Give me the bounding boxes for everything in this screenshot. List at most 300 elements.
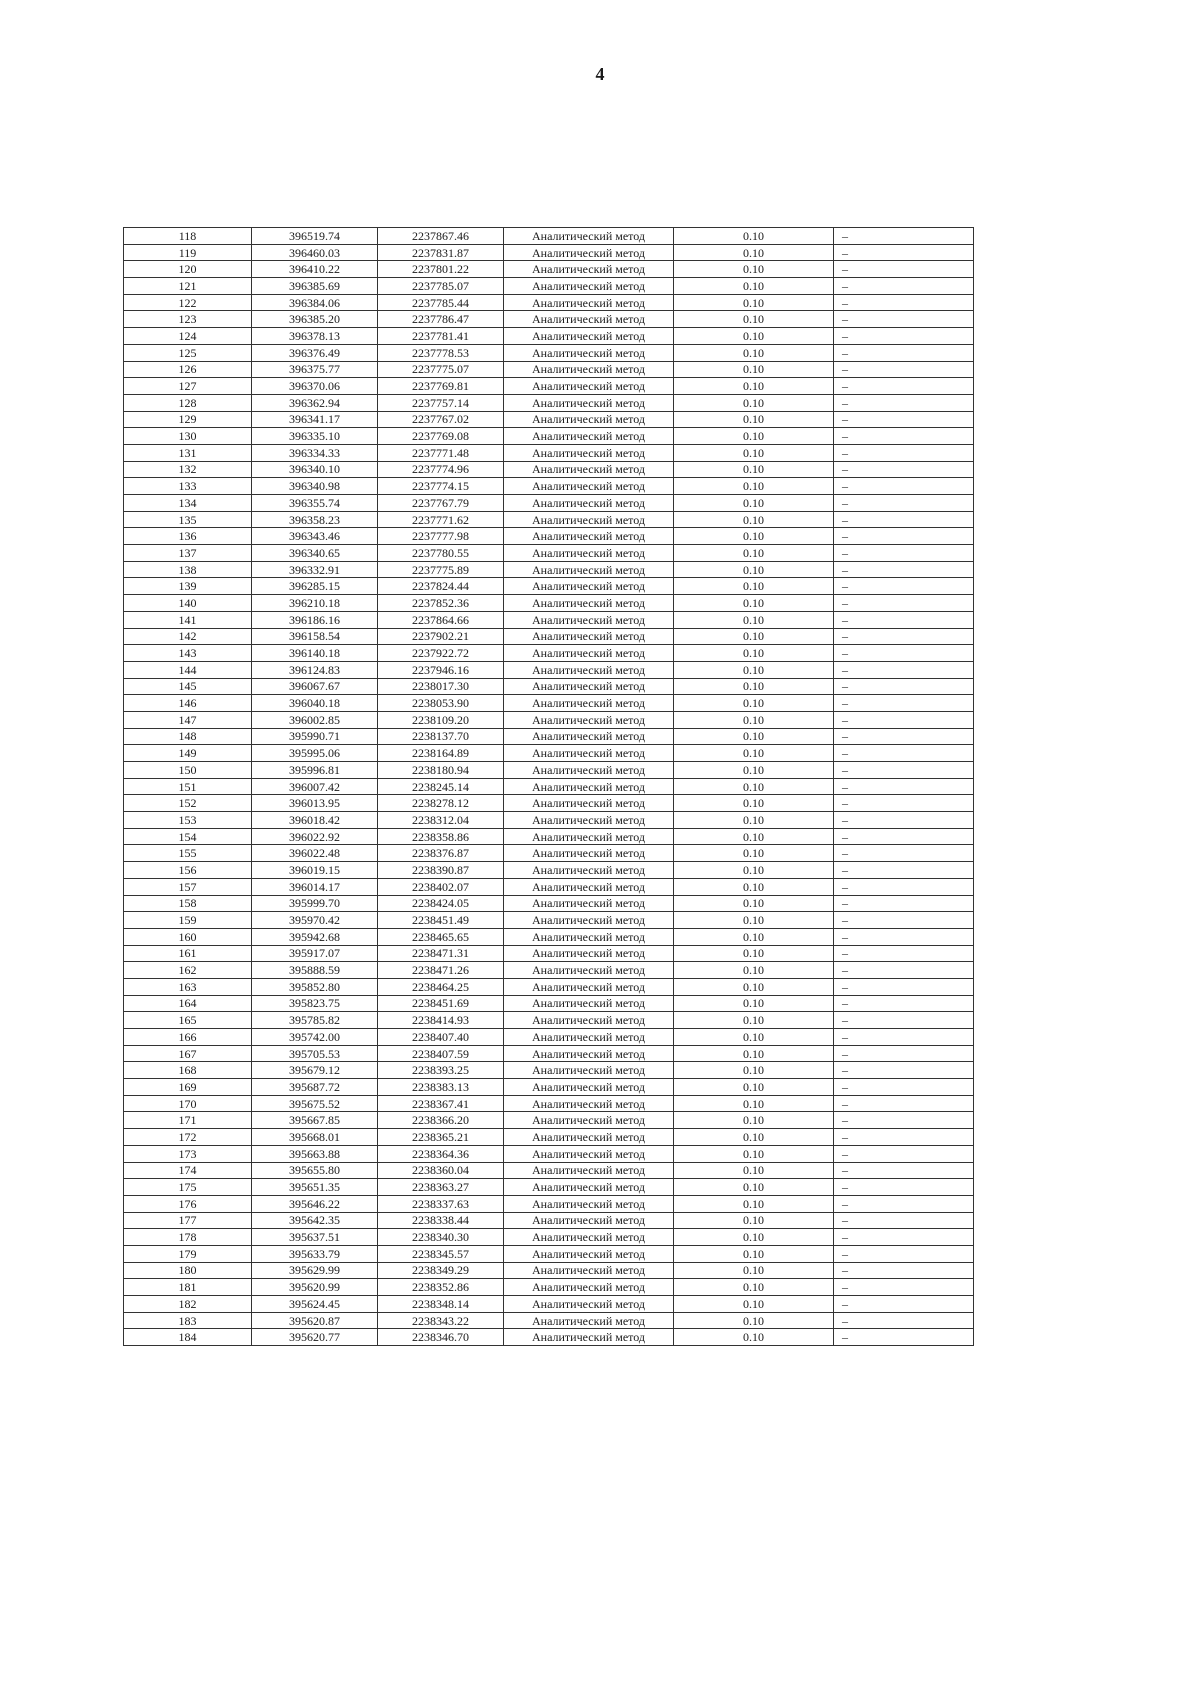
y-coordinate-cell: 2237801.22 bbox=[378, 261, 504, 278]
coordinates-table-body bbox=[124, 228, 974, 1346]
point-number-cell: 168 bbox=[124, 1062, 252, 1079]
x-coordinate-cell: 395917.07 bbox=[252, 945, 378, 962]
x-coordinate-cell: 396067.67 bbox=[252, 678, 378, 695]
point-number-cell: 118 bbox=[124, 228, 252, 245]
table-row bbox=[124, 444, 974, 461]
table-row bbox=[124, 394, 974, 411]
method-cell: Аналитический метод bbox=[504, 978, 674, 995]
table-row bbox=[124, 511, 974, 528]
accuracy-cell: 0.10 bbox=[674, 278, 834, 295]
x-coordinate-cell: 396334.33 bbox=[252, 444, 378, 461]
x-coordinate-cell: 395620.99 bbox=[252, 1279, 378, 1296]
x-coordinate-cell: 396385.20 bbox=[252, 311, 378, 328]
method-cell: Аналитический метод bbox=[504, 511, 674, 528]
note-cell: – bbox=[834, 1095, 974, 1112]
y-coordinate-cell: 2237902.21 bbox=[378, 628, 504, 645]
x-coordinate-cell: 396040.18 bbox=[252, 695, 378, 712]
table-row bbox=[124, 845, 974, 862]
point-number-cell: 158 bbox=[124, 895, 252, 912]
note-cell: – bbox=[834, 978, 974, 995]
accuracy-cell: 0.10 bbox=[674, 1245, 834, 1262]
point-number-cell: 152 bbox=[124, 795, 252, 812]
point-number-cell: 120 bbox=[124, 261, 252, 278]
point-number-cell: 169 bbox=[124, 1079, 252, 1096]
y-coordinate-cell: 2238137.70 bbox=[378, 728, 504, 745]
note-cell: – bbox=[834, 495, 974, 512]
table-row bbox=[124, 945, 974, 962]
accuracy-cell: 0.10 bbox=[674, 1195, 834, 1212]
note-cell: – bbox=[834, 795, 974, 812]
note-cell: – bbox=[834, 995, 974, 1012]
method-cell: Аналитический метод bbox=[504, 1229, 674, 1246]
method-cell: Аналитический метод bbox=[504, 1312, 674, 1329]
accuracy-cell: 0.10 bbox=[674, 294, 834, 311]
x-coordinate-cell: 395624.45 bbox=[252, 1296, 378, 1313]
point-number-cell: 167 bbox=[124, 1045, 252, 1062]
method-cell: Аналитический метод bbox=[504, 378, 674, 395]
point-number-cell: 177 bbox=[124, 1212, 252, 1229]
method-cell: Аналитический метод bbox=[504, 528, 674, 545]
note-cell: – bbox=[834, 261, 974, 278]
x-coordinate-cell: 395970.42 bbox=[252, 912, 378, 929]
table-row bbox=[124, 661, 974, 678]
method-cell: Аналитический метод bbox=[504, 461, 674, 478]
table-row bbox=[124, 645, 974, 662]
method-cell: Аналитический метод bbox=[504, 411, 674, 428]
note-cell: – bbox=[834, 1245, 974, 1262]
y-coordinate-cell: 2238345.57 bbox=[378, 1245, 504, 1262]
point-number-cell: 135 bbox=[124, 511, 252, 528]
point-number-cell: 159 bbox=[124, 912, 252, 929]
method-cell: Аналитический метод bbox=[504, 778, 674, 795]
x-coordinate-cell: 396370.06 bbox=[252, 378, 378, 395]
accuracy-cell: 0.10 bbox=[674, 1062, 834, 1079]
method-cell: Аналитический метод bbox=[504, 361, 674, 378]
note-cell: – bbox=[834, 378, 974, 395]
table-row bbox=[124, 1029, 974, 1046]
x-coordinate-cell: 395995.06 bbox=[252, 745, 378, 762]
accuracy-cell: 0.10 bbox=[674, 695, 834, 712]
y-coordinate-cell: 2237824.44 bbox=[378, 578, 504, 595]
accuracy-cell: 0.10 bbox=[674, 461, 834, 478]
accuracy-cell: 0.10 bbox=[674, 745, 834, 762]
point-number-cell: 137 bbox=[124, 545, 252, 562]
point-number-cell: 127 bbox=[124, 378, 252, 395]
table-row bbox=[124, 411, 974, 428]
y-coordinate-cell: 2238367.41 bbox=[378, 1095, 504, 1112]
y-coordinate-cell: 2238245.14 bbox=[378, 778, 504, 795]
note-cell: – bbox=[834, 1112, 974, 1129]
accuracy-cell: 0.10 bbox=[674, 762, 834, 779]
accuracy-cell: 0.10 bbox=[674, 1112, 834, 1129]
table-row bbox=[124, 728, 974, 745]
x-coordinate-cell: 396158.54 bbox=[252, 628, 378, 645]
method-cell: Аналитический метод bbox=[504, 661, 674, 678]
accuracy-cell: 0.10 bbox=[674, 1129, 834, 1146]
coordinates-table bbox=[123, 227, 974, 1346]
y-coordinate-cell: 2238358.86 bbox=[378, 828, 504, 845]
accuracy-cell: 0.10 bbox=[674, 1079, 834, 1096]
y-coordinate-cell: 2238471.31 bbox=[378, 945, 504, 962]
x-coordinate-cell: 395675.52 bbox=[252, 1095, 378, 1112]
y-coordinate-cell: 2238352.86 bbox=[378, 1279, 504, 1296]
y-coordinate-cell: 2237771.48 bbox=[378, 444, 504, 461]
note-cell: – bbox=[834, 545, 974, 562]
method-cell: Аналитический метод bbox=[504, 428, 674, 445]
table-row bbox=[124, 461, 974, 478]
table-row bbox=[124, 278, 974, 295]
accuracy-cell: 0.10 bbox=[674, 378, 834, 395]
method-cell: Аналитический метод bbox=[504, 1095, 674, 1112]
accuracy-cell: 0.10 bbox=[674, 411, 834, 428]
y-coordinate-cell: 2238017.30 bbox=[378, 678, 504, 695]
point-number-cell: 165 bbox=[124, 1012, 252, 1029]
method-cell: Аналитический метод bbox=[504, 862, 674, 879]
method-cell: Аналитический метод bbox=[504, 1029, 674, 1046]
point-number-cell: 147 bbox=[124, 711, 252, 728]
table-row bbox=[124, 328, 974, 345]
accuracy-cell: 0.10 bbox=[674, 428, 834, 445]
y-coordinate-cell: 2238312.04 bbox=[378, 812, 504, 829]
x-coordinate-cell: 396007.42 bbox=[252, 778, 378, 795]
method-cell: Аналитический метод bbox=[504, 545, 674, 562]
point-number-cell: 124 bbox=[124, 328, 252, 345]
point-number-cell: 142 bbox=[124, 628, 252, 645]
x-coordinate-cell: 395705.53 bbox=[252, 1045, 378, 1062]
note-cell: – bbox=[834, 661, 974, 678]
table-row bbox=[124, 495, 974, 512]
point-number-cell: 139 bbox=[124, 578, 252, 595]
point-number-cell: 131 bbox=[124, 444, 252, 461]
method-cell: Аналитический метод bbox=[504, 578, 674, 595]
accuracy-cell: 0.10 bbox=[674, 778, 834, 795]
table-row bbox=[124, 1312, 974, 1329]
x-coordinate-cell: 395999.70 bbox=[252, 895, 378, 912]
point-number-cell: 166 bbox=[124, 1029, 252, 1046]
x-coordinate-cell: 396285.15 bbox=[252, 578, 378, 595]
accuracy-cell: 0.10 bbox=[674, 228, 834, 245]
x-coordinate-cell: 396519.74 bbox=[252, 228, 378, 245]
table-row bbox=[124, 528, 974, 545]
table-row bbox=[124, 311, 974, 328]
x-coordinate-cell: 396378.13 bbox=[252, 328, 378, 345]
accuracy-cell: 0.10 bbox=[674, 611, 834, 628]
y-coordinate-cell: 2238337.63 bbox=[378, 1195, 504, 1212]
y-coordinate-cell: 2238376.87 bbox=[378, 845, 504, 862]
accuracy-cell: 0.10 bbox=[674, 1029, 834, 1046]
table-row bbox=[124, 478, 974, 495]
accuracy-cell: 0.10 bbox=[674, 828, 834, 845]
method-cell: Аналитический метод bbox=[504, 1145, 674, 1162]
note-cell: – bbox=[834, 812, 974, 829]
accuracy-cell: 0.10 bbox=[674, 478, 834, 495]
x-coordinate-cell: 395852.80 bbox=[252, 978, 378, 995]
note-cell: – bbox=[834, 578, 974, 595]
y-coordinate-cell: 2238471.26 bbox=[378, 962, 504, 979]
table-row bbox=[124, 1129, 974, 1146]
x-coordinate-cell: 396018.42 bbox=[252, 812, 378, 829]
method-cell: Аналитический метод bbox=[504, 244, 674, 261]
method-cell: Аналитический метод bbox=[504, 812, 674, 829]
point-number-cell: 161 bbox=[124, 945, 252, 962]
point-number-cell: 133 bbox=[124, 478, 252, 495]
table-row bbox=[124, 878, 974, 895]
y-coordinate-cell: 2238366.20 bbox=[378, 1112, 504, 1129]
x-coordinate-cell: 395668.01 bbox=[252, 1129, 378, 1146]
method-cell: Аналитический метод bbox=[504, 1262, 674, 1279]
note-cell: – bbox=[834, 1212, 974, 1229]
table-row bbox=[124, 228, 974, 245]
note-cell: – bbox=[834, 1195, 974, 1212]
point-number-cell: 183 bbox=[124, 1312, 252, 1329]
table-row bbox=[124, 745, 974, 762]
note-cell: – bbox=[834, 1279, 974, 1296]
note-cell: – bbox=[834, 1262, 974, 1279]
accuracy-cell: 0.10 bbox=[674, 1012, 834, 1029]
table-row bbox=[124, 1229, 974, 1246]
x-coordinate-cell: 395663.88 bbox=[252, 1145, 378, 1162]
x-coordinate-cell: 396376.49 bbox=[252, 344, 378, 361]
page-number: 4 bbox=[595, 64, 605, 84]
table-row bbox=[124, 561, 974, 578]
table-row bbox=[124, 1012, 974, 1029]
point-number-cell: 173 bbox=[124, 1145, 252, 1162]
note-cell: – bbox=[834, 328, 974, 345]
point-number-cell: 128 bbox=[124, 394, 252, 411]
accuracy-cell: 0.10 bbox=[674, 645, 834, 662]
method-cell: Аналитический метод bbox=[504, 294, 674, 311]
method-cell: Аналитический метод bbox=[504, 1245, 674, 1262]
table-row bbox=[124, 428, 974, 445]
method-cell: Аналитический метод bbox=[504, 1329, 674, 1346]
note-cell: – bbox=[834, 311, 974, 328]
note-cell: – bbox=[834, 1079, 974, 1096]
x-coordinate-cell: 396410.22 bbox=[252, 261, 378, 278]
note-cell: – bbox=[834, 895, 974, 912]
method-cell: Аналитический метод bbox=[504, 1012, 674, 1029]
y-coordinate-cell: 2237867.46 bbox=[378, 228, 504, 245]
note-cell: – bbox=[834, 1145, 974, 1162]
x-coordinate-cell: 395990.71 bbox=[252, 728, 378, 745]
accuracy-cell: 0.10 bbox=[674, 444, 834, 461]
point-number-cell: 144 bbox=[124, 661, 252, 678]
table-row bbox=[124, 261, 974, 278]
y-coordinate-cell: 2238278.12 bbox=[378, 795, 504, 812]
point-number-cell: 170 bbox=[124, 1095, 252, 1112]
note-cell: – bbox=[834, 745, 974, 762]
x-coordinate-cell: 396362.94 bbox=[252, 394, 378, 411]
table-row bbox=[124, 995, 974, 1012]
point-number-cell: 140 bbox=[124, 595, 252, 612]
table-row bbox=[124, 1329, 974, 1346]
x-coordinate-cell: 396340.10 bbox=[252, 461, 378, 478]
x-coordinate-cell: 395633.79 bbox=[252, 1245, 378, 1262]
method-cell: Аналитический метод bbox=[504, 1279, 674, 1296]
table-row bbox=[124, 962, 974, 979]
note-cell: – bbox=[834, 528, 974, 545]
note-cell: – bbox=[834, 862, 974, 879]
y-coordinate-cell: 2237769.08 bbox=[378, 428, 504, 445]
point-number-cell: 163 bbox=[124, 978, 252, 995]
method-cell: Аналитический метод bbox=[504, 628, 674, 645]
x-coordinate-cell: 396355.74 bbox=[252, 495, 378, 512]
point-number-cell: 141 bbox=[124, 611, 252, 628]
table-row bbox=[124, 1212, 974, 1229]
x-coordinate-cell: 395651.35 bbox=[252, 1179, 378, 1196]
note-cell: – bbox=[834, 561, 974, 578]
x-coordinate-cell: 396340.98 bbox=[252, 478, 378, 495]
point-number-cell: 160 bbox=[124, 928, 252, 945]
x-coordinate-cell: 395642.35 bbox=[252, 1212, 378, 1229]
point-number-cell: 121 bbox=[124, 278, 252, 295]
y-coordinate-cell: 2238164.89 bbox=[378, 745, 504, 762]
note-cell: – bbox=[834, 461, 974, 478]
y-coordinate-cell: 2237831.87 bbox=[378, 244, 504, 261]
accuracy-cell: 0.10 bbox=[674, 945, 834, 962]
note-cell: – bbox=[834, 678, 974, 695]
x-coordinate-cell: 396341.17 bbox=[252, 411, 378, 428]
x-coordinate-cell: 396002.85 bbox=[252, 711, 378, 728]
y-coordinate-cell: 2238343.22 bbox=[378, 1312, 504, 1329]
accuracy-cell: 0.10 bbox=[674, 845, 834, 862]
point-number-cell: 174 bbox=[124, 1162, 252, 1179]
x-coordinate-cell: 396384.06 bbox=[252, 294, 378, 311]
table-row bbox=[124, 545, 974, 562]
table-row bbox=[124, 294, 974, 311]
method-cell: Аналитический метод bbox=[504, 678, 674, 695]
y-coordinate-cell: 2237769.81 bbox=[378, 378, 504, 395]
method-cell: Аналитический метод bbox=[504, 695, 674, 712]
table-row bbox=[124, 1079, 974, 1096]
method-cell: Аналитический метод bbox=[504, 1179, 674, 1196]
method-cell: Аналитический метод bbox=[504, 611, 674, 628]
accuracy-cell: 0.10 bbox=[674, 1279, 834, 1296]
method-cell: Аналитический метод bbox=[504, 945, 674, 962]
note-cell: – bbox=[834, 845, 974, 862]
method-cell: Аналитический метод bbox=[504, 1212, 674, 1229]
note-cell: – bbox=[834, 645, 974, 662]
point-number-cell: 164 bbox=[124, 995, 252, 1012]
note-cell: – bbox=[834, 695, 974, 712]
y-coordinate-cell: 2238464.25 bbox=[378, 978, 504, 995]
method-cell: Аналитический метод bbox=[504, 762, 674, 779]
note-cell: – bbox=[834, 728, 974, 745]
accuracy-cell: 0.10 bbox=[674, 1162, 834, 1179]
table-row bbox=[124, 1195, 974, 1212]
point-number-cell: 154 bbox=[124, 828, 252, 845]
x-coordinate-cell: 396340.65 bbox=[252, 545, 378, 562]
accuracy-cell: 0.10 bbox=[674, 394, 834, 411]
table-row bbox=[124, 812, 974, 829]
table-row bbox=[124, 1179, 974, 1196]
x-coordinate-cell: 396460.03 bbox=[252, 244, 378, 261]
y-coordinate-cell: 2238338.44 bbox=[378, 1212, 504, 1229]
note-cell: – bbox=[834, 428, 974, 445]
y-coordinate-cell: 2238451.69 bbox=[378, 995, 504, 1012]
table-row bbox=[124, 762, 974, 779]
accuracy-cell: 0.10 bbox=[674, 661, 834, 678]
method-cell: Аналитический метод bbox=[504, 1079, 674, 1096]
method-cell: Аналитический метод bbox=[504, 795, 674, 812]
x-coordinate-cell: 396014.17 bbox=[252, 878, 378, 895]
method-cell: Аналитический метод bbox=[504, 394, 674, 411]
x-coordinate-cell: 396335.10 bbox=[252, 428, 378, 445]
note-cell: – bbox=[834, 1296, 974, 1313]
accuracy-cell: 0.10 bbox=[674, 962, 834, 979]
point-number-cell: 126 bbox=[124, 361, 252, 378]
point-number-cell: 155 bbox=[124, 845, 252, 862]
x-coordinate-cell: 396124.83 bbox=[252, 661, 378, 678]
accuracy-cell: 0.10 bbox=[674, 1329, 834, 1346]
y-coordinate-cell: 2238180.94 bbox=[378, 762, 504, 779]
y-coordinate-cell: 2237777.98 bbox=[378, 528, 504, 545]
y-coordinate-cell: 2237774.96 bbox=[378, 461, 504, 478]
method-cell: Аналитический метод bbox=[504, 711, 674, 728]
x-coordinate-cell: 395996.81 bbox=[252, 762, 378, 779]
note-cell: – bbox=[834, 478, 974, 495]
point-number-cell: 176 bbox=[124, 1195, 252, 1212]
method-cell: Аналитический метод bbox=[504, 495, 674, 512]
table-row bbox=[124, 678, 974, 695]
table-row bbox=[124, 1296, 974, 1313]
note-cell: – bbox=[834, 1179, 974, 1196]
x-coordinate-cell: 395655.80 bbox=[252, 1162, 378, 1179]
table-row bbox=[124, 862, 974, 879]
method-cell: Аналитический метод bbox=[504, 745, 674, 762]
method-cell: Аналитический метод bbox=[504, 228, 674, 245]
note-cell: – bbox=[834, 711, 974, 728]
method-cell: Аналитический метод bbox=[504, 311, 674, 328]
y-coordinate-cell: 2237864.66 bbox=[378, 611, 504, 628]
method-cell: Аналитический метод bbox=[504, 845, 674, 862]
accuracy-cell: 0.10 bbox=[674, 528, 834, 545]
note-cell: – bbox=[834, 628, 974, 645]
y-coordinate-cell: 2238340.30 bbox=[378, 1229, 504, 1246]
y-coordinate-cell: 2238414.93 bbox=[378, 1012, 504, 1029]
method-cell: Аналитический метод bbox=[504, 828, 674, 845]
y-coordinate-cell: 2238109.20 bbox=[378, 711, 504, 728]
accuracy-cell: 0.10 bbox=[674, 1262, 834, 1279]
point-number-cell: 184 bbox=[124, 1329, 252, 1346]
accuracy-cell: 0.10 bbox=[674, 711, 834, 728]
point-number-cell: 125 bbox=[124, 344, 252, 361]
x-coordinate-cell: 395667.85 bbox=[252, 1112, 378, 1129]
y-coordinate-cell: 2237780.55 bbox=[378, 545, 504, 562]
y-coordinate-cell: 2237775.89 bbox=[378, 561, 504, 578]
note-cell: – bbox=[834, 878, 974, 895]
method-cell: Аналитический метод bbox=[504, 561, 674, 578]
accuracy-cell: 0.10 bbox=[674, 628, 834, 645]
point-number-cell: 153 bbox=[124, 812, 252, 829]
note-cell: – bbox=[834, 828, 974, 845]
note-cell: – bbox=[834, 1162, 974, 1179]
table-row bbox=[124, 378, 974, 395]
table-row bbox=[124, 1145, 974, 1162]
y-coordinate-cell: 2238393.25 bbox=[378, 1062, 504, 1079]
point-number-cell: 172 bbox=[124, 1129, 252, 1146]
x-coordinate-cell: 396140.18 bbox=[252, 645, 378, 662]
x-coordinate-cell: 396385.69 bbox=[252, 278, 378, 295]
method-cell: Аналитический метод bbox=[504, 261, 674, 278]
method-cell: Аналитический метод bbox=[504, 1162, 674, 1179]
y-coordinate-cell: 2238360.04 bbox=[378, 1162, 504, 1179]
y-coordinate-cell: 2237785.44 bbox=[378, 294, 504, 311]
note-cell: – bbox=[834, 928, 974, 945]
note-cell: – bbox=[834, 1129, 974, 1146]
method-cell: Аналитический метод bbox=[504, 645, 674, 662]
point-number-cell: 143 bbox=[124, 645, 252, 662]
accuracy-cell: 0.10 bbox=[674, 1145, 834, 1162]
